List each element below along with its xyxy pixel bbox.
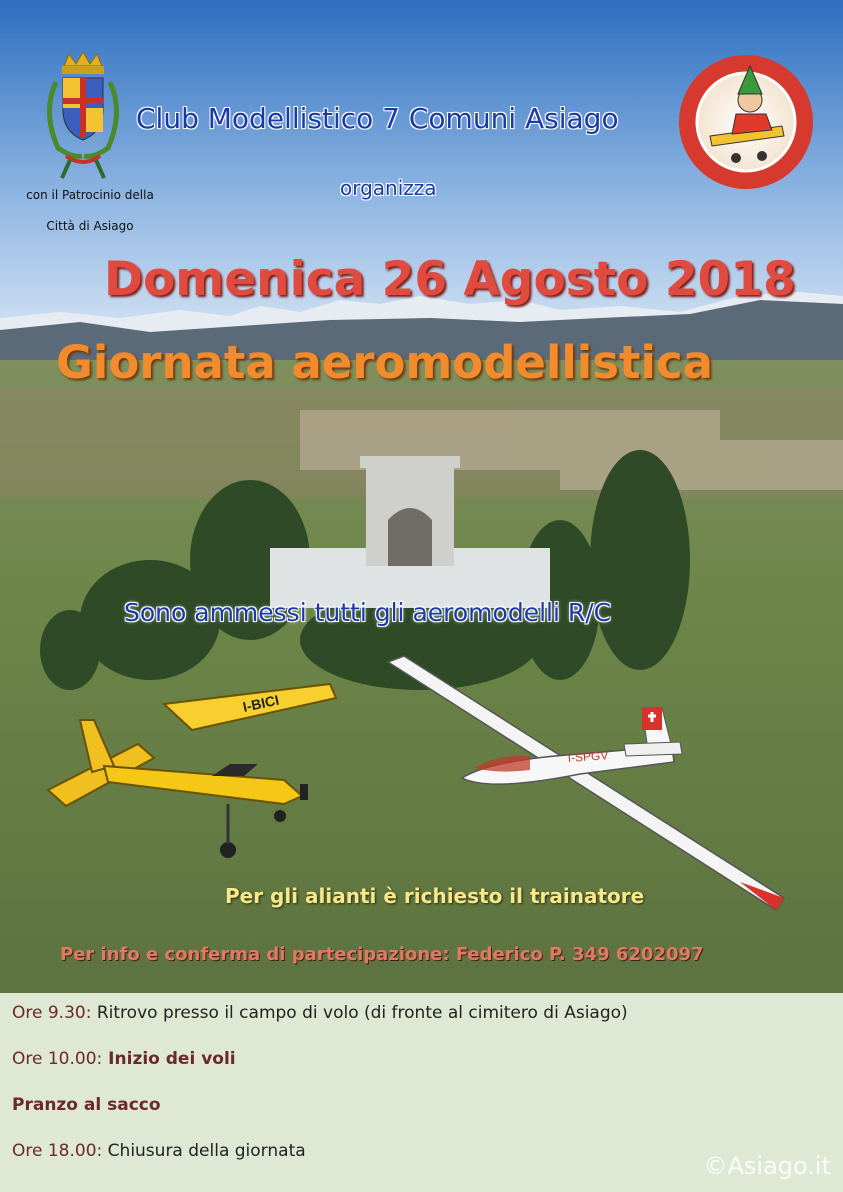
schedule-row-1 bbox=[12, 1003, 628, 1023]
schedule-text: Chiusura della giornata bbox=[102, 1141, 306, 1161]
asiago-coat-of-arms-icon bbox=[36, 52, 130, 184]
schedule-text: Ritrovo presso il campo di volo (di fronte al cimitero di Asiago) bbox=[91, 1003, 628, 1023]
schedule-text: Inizio dei voli bbox=[102, 1049, 236, 1069]
schedule-time: Ore 18.00: bbox=[12, 1141, 103, 1161]
white-glider-model bbox=[380, 650, 800, 920]
club-name-heading: Club Modellistico 7 Comuni Asiago bbox=[136, 102, 619, 135]
patronage-line-2: Città di Asiago bbox=[46, 219, 134, 233]
glider-marking: I-SPGV bbox=[567, 748, 609, 765]
schedule-section bbox=[0, 993, 843, 1192]
contact-info: Per info e conferma di partecipazione: Federico P. 349 6202097 bbox=[60, 944, 704, 965]
club-badge-logo bbox=[676, 52, 816, 192]
organizza-label: organizza bbox=[340, 176, 437, 200]
patronage-line-1: con il Patrocinio della bbox=[26, 188, 154, 202]
asiago-watermark: ©Asiago.it bbox=[703, 1152, 831, 1180]
yellow-piper-cub-model bbox=[44, 680, 344, 870]
event-date: Domenica 26 Agosto 2018 bbox=[104, 252, 796, 307]
event-title: Giornata aeromodellistica bbox=[56, 336, 713, 389]
schedule-row-3 bbox=[12, 1095, 161, 1115]
schedule-time: Ore 10.00: bbox=[12, 1049, 103, 1069]
glider-tow-note: Per gli alianti è richiesto il trainatore bbox=[225, 884, 645, 908]
schedule-row-2 bbox=[12, 1049, 236, 1069]
cub-marking: I-BICI bbox=[241, 691, 281, 715]
schedule-row-4 bbox=[12, 1141, 306, 1161]
admitted-models-note: Sono ammessi tutti gli aeromodelli R/C bbox=[124, 598, 612, 627]
schedule-text: Pranzo al sacco bbox=[12, 1095, 161, 1115]
schedule-time: Ore 9.30: bbox=[12, 1003, 92, 1023]
